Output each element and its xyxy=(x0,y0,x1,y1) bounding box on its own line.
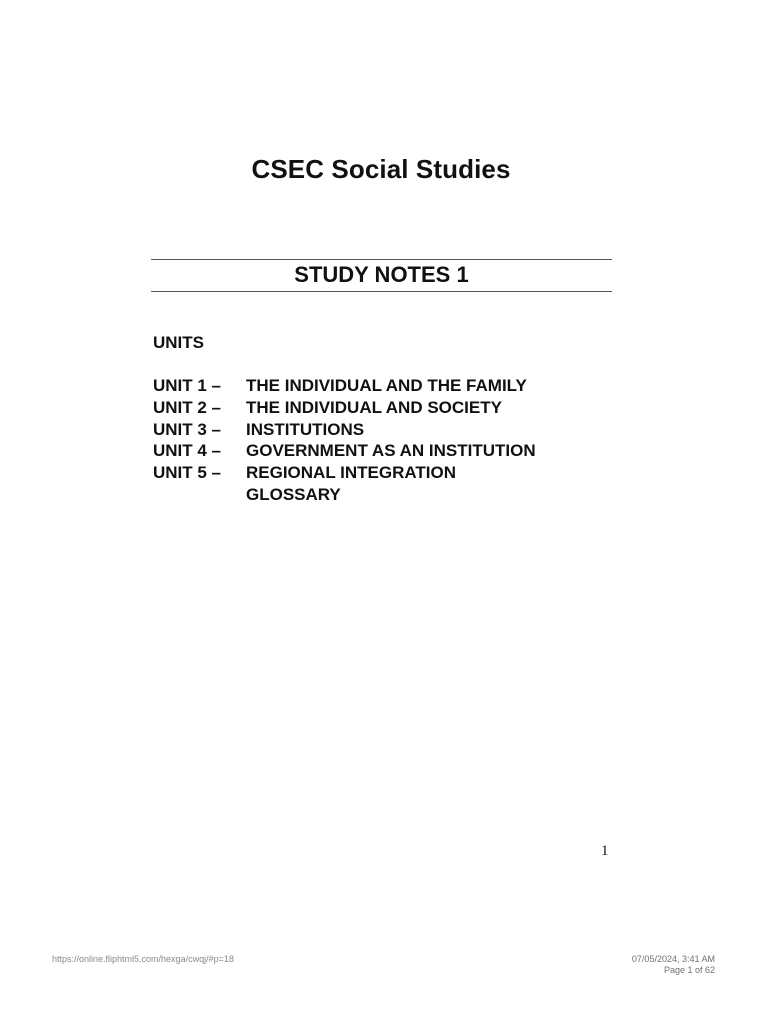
unit-item xyxy=(153,440,536,462)
unit-name: THE INDIVIDUAL AND SOCIETY xyxy=(246,397,502,417)
unit-code: UNIT 3 – xyxy=(153,419,222,439)
unit-item xyxy=(153,397,536,419)
document-title: CSEC Social Studies xyxy=(251,154,511,184)
unit-name: REGIONAL INTEGRATION xyxy=(246,463,456,483)
unit-name: THE INDIVIDUAL AND THE FAMILY xyxy=(246,376,527,395)
unit-code: UNIT 4 – xyxy=(153,441,222,461)
unit-code: UNIT 5 – xyxy=(153,463,222,483)
unit-name: INSTITUTIONS xyxy=(246,419,365,439)
unit-item xyxy=(153,375,536,397)
subtitle-bottom-rule xyxy=(151,291,612,292)
page-number: 1 xyxy=(601,843,609,859)
unit-code: UNIT 1 – xyxy=(153,376,222,395)
document-subtitle: STUDY NOTES 1 xyxy=(294,262,469,287)
units-heading: UNITS xyxy=(153,333,204,352)
unit-item xyxy=(153,462,536,484)
unit-name: GOVERNMENT AS AN INSTITUTION xyxy=(246,441,536,461)
subtitle-top-rule xyxy=(151,259,612,260)
unit-item xyxy=(153,419,536,441)
footer-datetime: 07/05/2024, 3:41 AM xyxy=(631,954,715,964)
footer-meta xyxy=(632,954,715,976)
unit-code: UNIT 2 – xyxy=(153,397,222,417)
footer-url-link[interactable]: https://online.fliphtml5.com/hexga/cwqj/#p=18 xyxy=(52,954,234,964)
unit-name: GLOSSARY xyxy=(246,484,341,504)
unit-list xyxy=(153,375,536,506)
unit-item xyxy=(153,484,536,506)
footer-page-indicator: Page 1 of 62 xyxy=(663,965,715,975)
